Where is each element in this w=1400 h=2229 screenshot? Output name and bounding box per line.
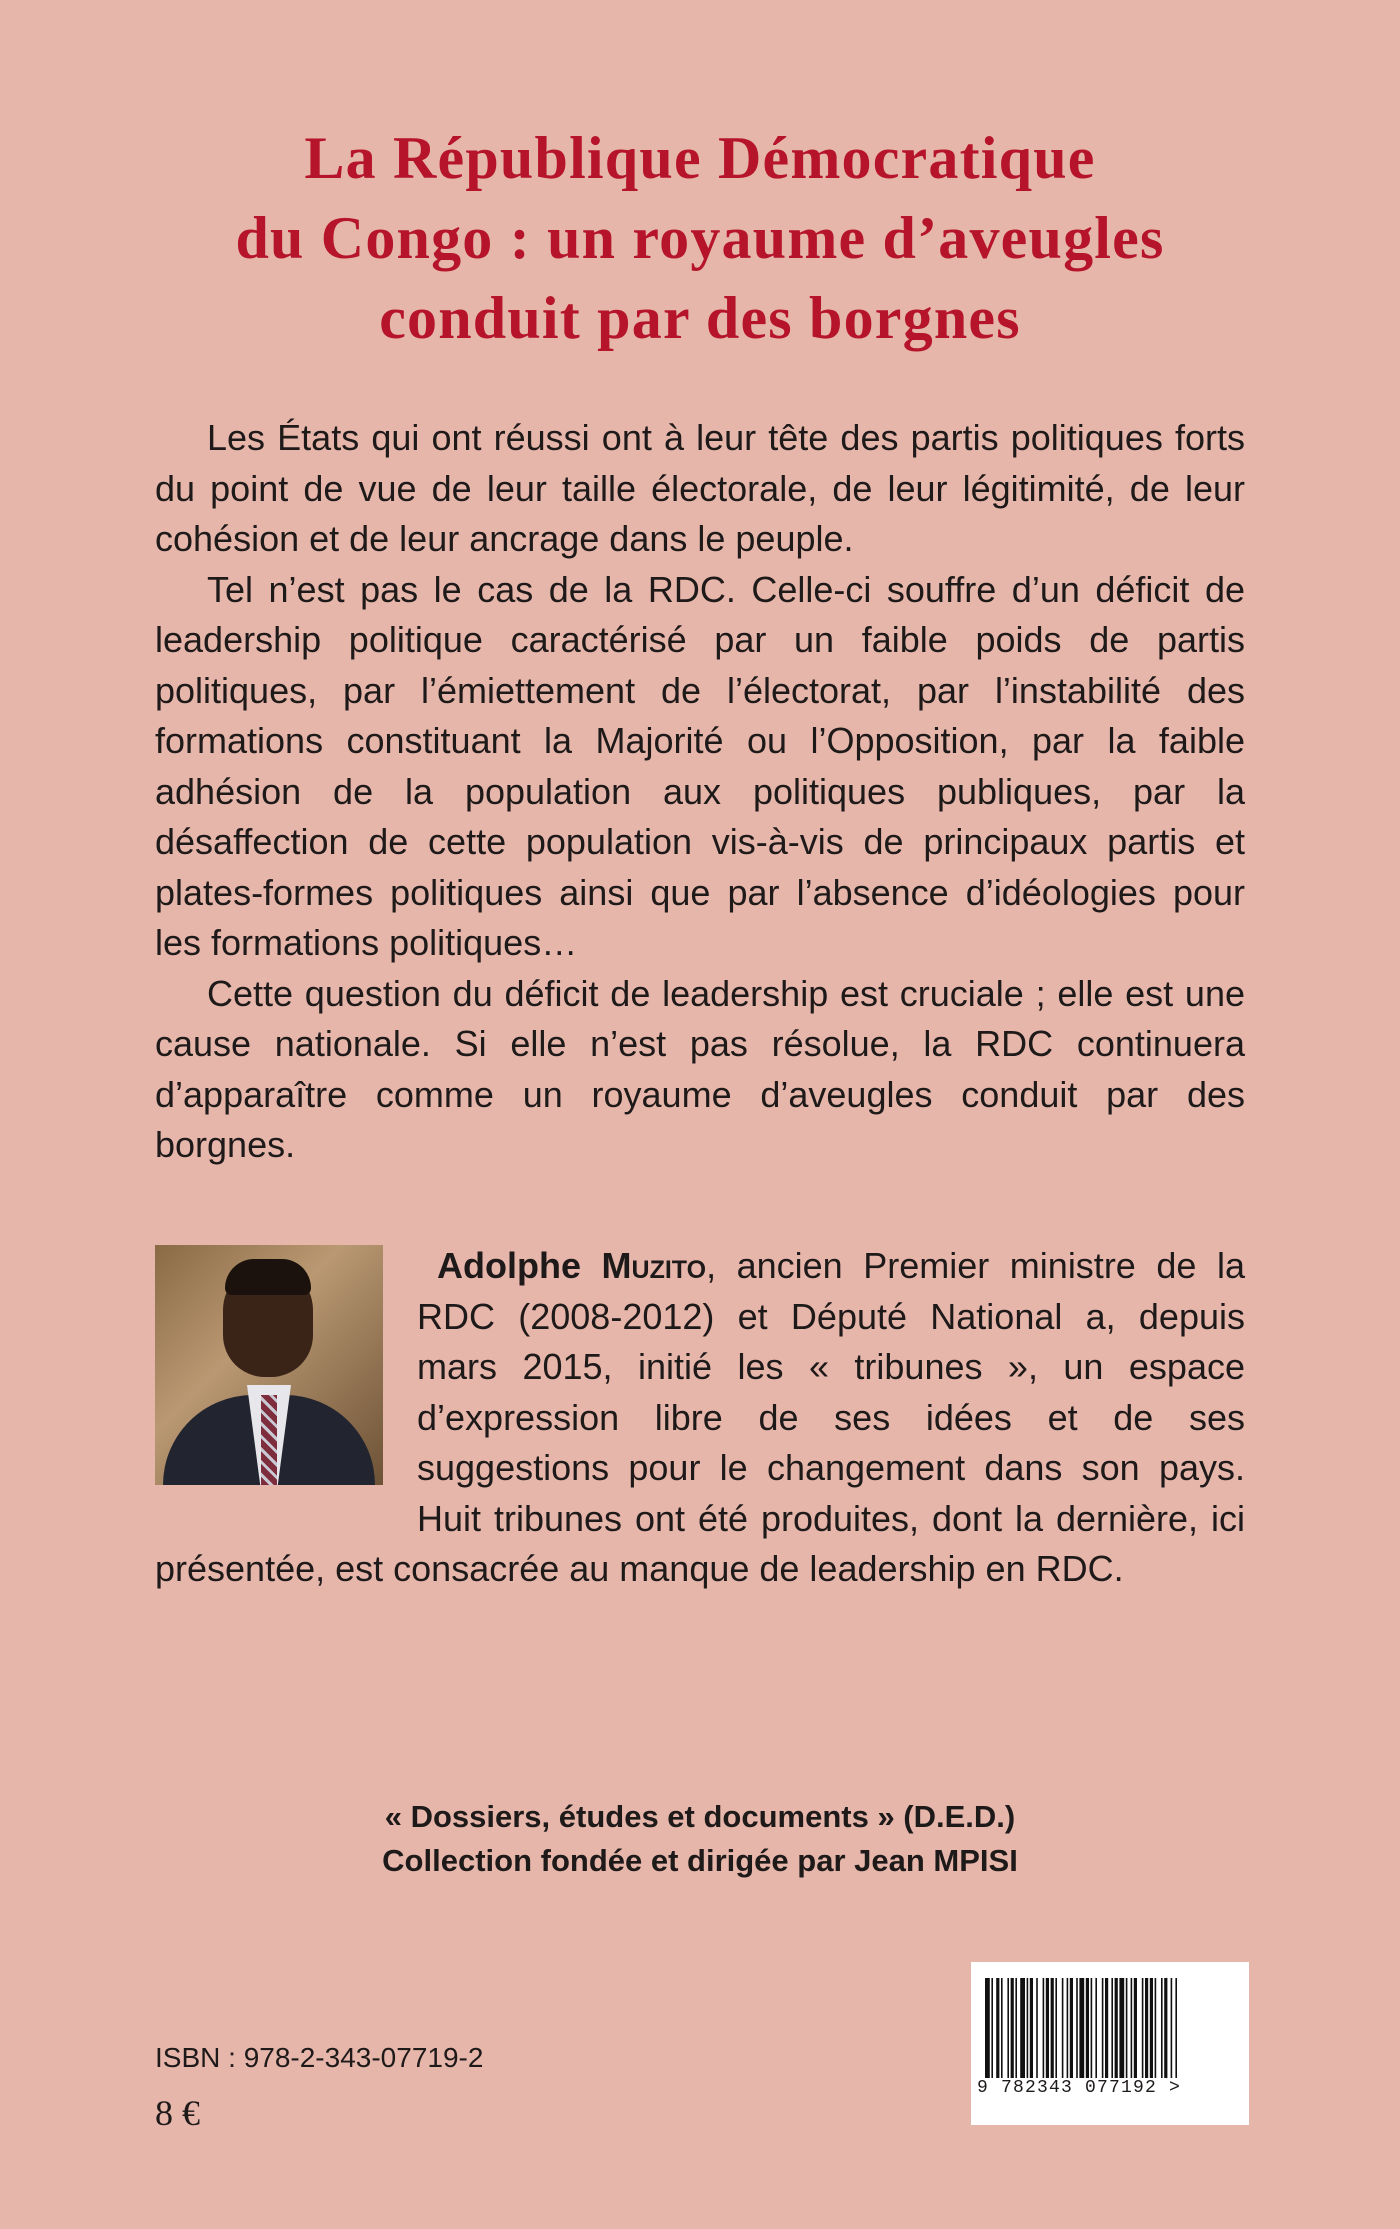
barcode-bar bbox=[996, 1978, 999, 2078]
barcode-bar bbox=[1142, 1978, 1144, 2078]
barcode-bar bbox=[1119, 1978, 1124, 2078]
barcode-bar bbox=[1015, 1978, 1017, 2078]
barcode bbox=[971, 1962, 1249, 2125]
barcode-bar bbox=[1086, 1978, 1089, 2078]
barcode-bar bbox=[991, 1978, 993, 2078]
barcode-bar bbox=[1115, 1978, 1118, 2078]
barcode-bar bbox=[1001, 1978, 1003, 2078]
collection-info bbox=[200, 1795, 1200, 1883]
barcode-bar bbox=[1036, 1978, 1038, 2078]
barcode-bar bbox=[1027, 1978, 1029, 2078]
barcode-bar bbox=[1076, 1978, 1078, 2078]
barcode-bars bbox=[981, 1978, 1239, 2078]
author-first-name: Adolphe bbox=[437, 1245, 581, 1286]
barcode-bar bbox=[1062, 1978, 1064, 2078]
author-bio bbox=[155, 1241, 1245, 1595]
barcode-bar bbox=[1164, 1978, 1167, 2078]
barcode-digits: 9 782343 077192 > bbox=[977, 2078, 1182, 2098]
author-last-name: Muzito bbox=[601, 1245, 707, 1286]
blurb bbox=[155, 413, 1245, 1171]
barcode-bar bbox=[1175, 1978, 1177, 2078]
barcode-bar bbox=[1111, 1978, 1113, 2078]
barcode-bar bbox=[1067, 1978, 1069, 2078]
barcode-bar bbox=[1171, 1978, 1173, 2078]
price: 8 € bbox=[155, 2093, 200, 2133]
title-line: conduit par des borgnes bbox=[379, 285, 1021, 351]
collection-series: « Dossiers, études et documents » (D.E.D.) bbox=[384, 1799, 1016, 1834]
isbn: ISBN : 978-2-343-07719-2 bbox=[155, 2042, 484, 2073]
blurb-paragraph: Les États qui ont réussi ont à leur tête des partis politiques forts du point de vue de leur taille électorale, de leur légitimité, de leur cohésion et de leur ancrage dans le peuple. bbox=[155, 417, 1245, 559]
author-photo bbox=[155, 1245, 383, 1485]
barcode-bar bbox=[1030, 1978, 1033, 2078]
author-bio-text: , ancien Premier ministre de la RDC (2008-2012) et Député National a, depuis mars 2015, initié les « tribunes », un espace d’expression libre de ses idées et de ses suggestions pour le changement dans son pays. Huit tribunes ont été produites, dont la dernière, ici présentée, est consacrée au manque de leadership en RDC. bbox=[155, 1245, 1245, 1589]
barcode-bar bbox=[1079, 1978, 1084, 2078]
barcode-bar bbox=[1020, 1978, 1025, 2078]
barcode-bar bbox=[1070, 1978, 1073, 2078]
barcode-bar bbox=[1007, 1978, 1009, 2078]
barcode-bar bbox=[1155, 1978, 1157, 2078]
barcode-bar bbox=[1131, 1978, 1133, 2078]
barcode-bar bbox=[1145, 1978, 1148, 2078]
book-title bbox=[100, 118, 1300, 358]
barcode-bar bbox=[1134, 1978, 1137, 2078]
barcode-bar bbox=[1055, 1978, 1057, 2078]
barcode-bar bbox=[1051, 1978, 1054, 2078]
barcode-bar bbox=[1150, 1978, 1153, 2078]
barcode-bar bbox=[1161, 1978, 1163, 2078]
title-line: La République Démocratique bbox=[304, 125, 1096, 191]
barcode-bar bbox=[1095, 1978, 1097, 2078]
barcode-bar bbox=[1126, 1978, 1128, 2078]
blurb-paragraph: Tel n’est pas le cas de la RDC. Celle-ci souffre d’un déficit de leadership politique caractérisé par un faible poids de partis politiques, par l’émiettement de l’électorat, par l’instabilité des formations constituant la Majorité ou l’Opposition, par la faible adhésion de la population aux politiques publiques, par la désaffection de cette population vis-à-vis de principaux partis et plates-formes politiques ainsi que par l’absence d’idéologies pour les formations politiques… bbox=[155, 568, 1245, 963]
barcode-bar bbox=[1011, 1978, 1014, 2078]
barcode-bar bbox=[1105, 1978, 1108, 2078]
barcode-bar bbox=[1102, 1978, 1104, 2078]
collection-editor: Collection fondée et dirigée par Jean MPISI bbox=[382, 1843, 1018, 1878]
title-line: du Congo : un royaume d’aveugles bbox=[235, 205, 1165, 271]
blurb-paragraph: Cette question du déficit de leadership est cruciale ; elle est une cause nationale. Si elle n’est pas résolue, la RDC continuera d’apparaître comme un royaume d’aveugles conduit par des borgnes. bbox=[155, 972, 1245, 1165]
barcode-bar bbox=[1046, 1978, 1049, 2078]
barcode-bar bbox=[985, 1978, 990, 2078]
barcode-bar bbox=[1091, 1978, 1093, 2078]
barcode-bar bbox=[1043, 1978, 1045, 2078]
